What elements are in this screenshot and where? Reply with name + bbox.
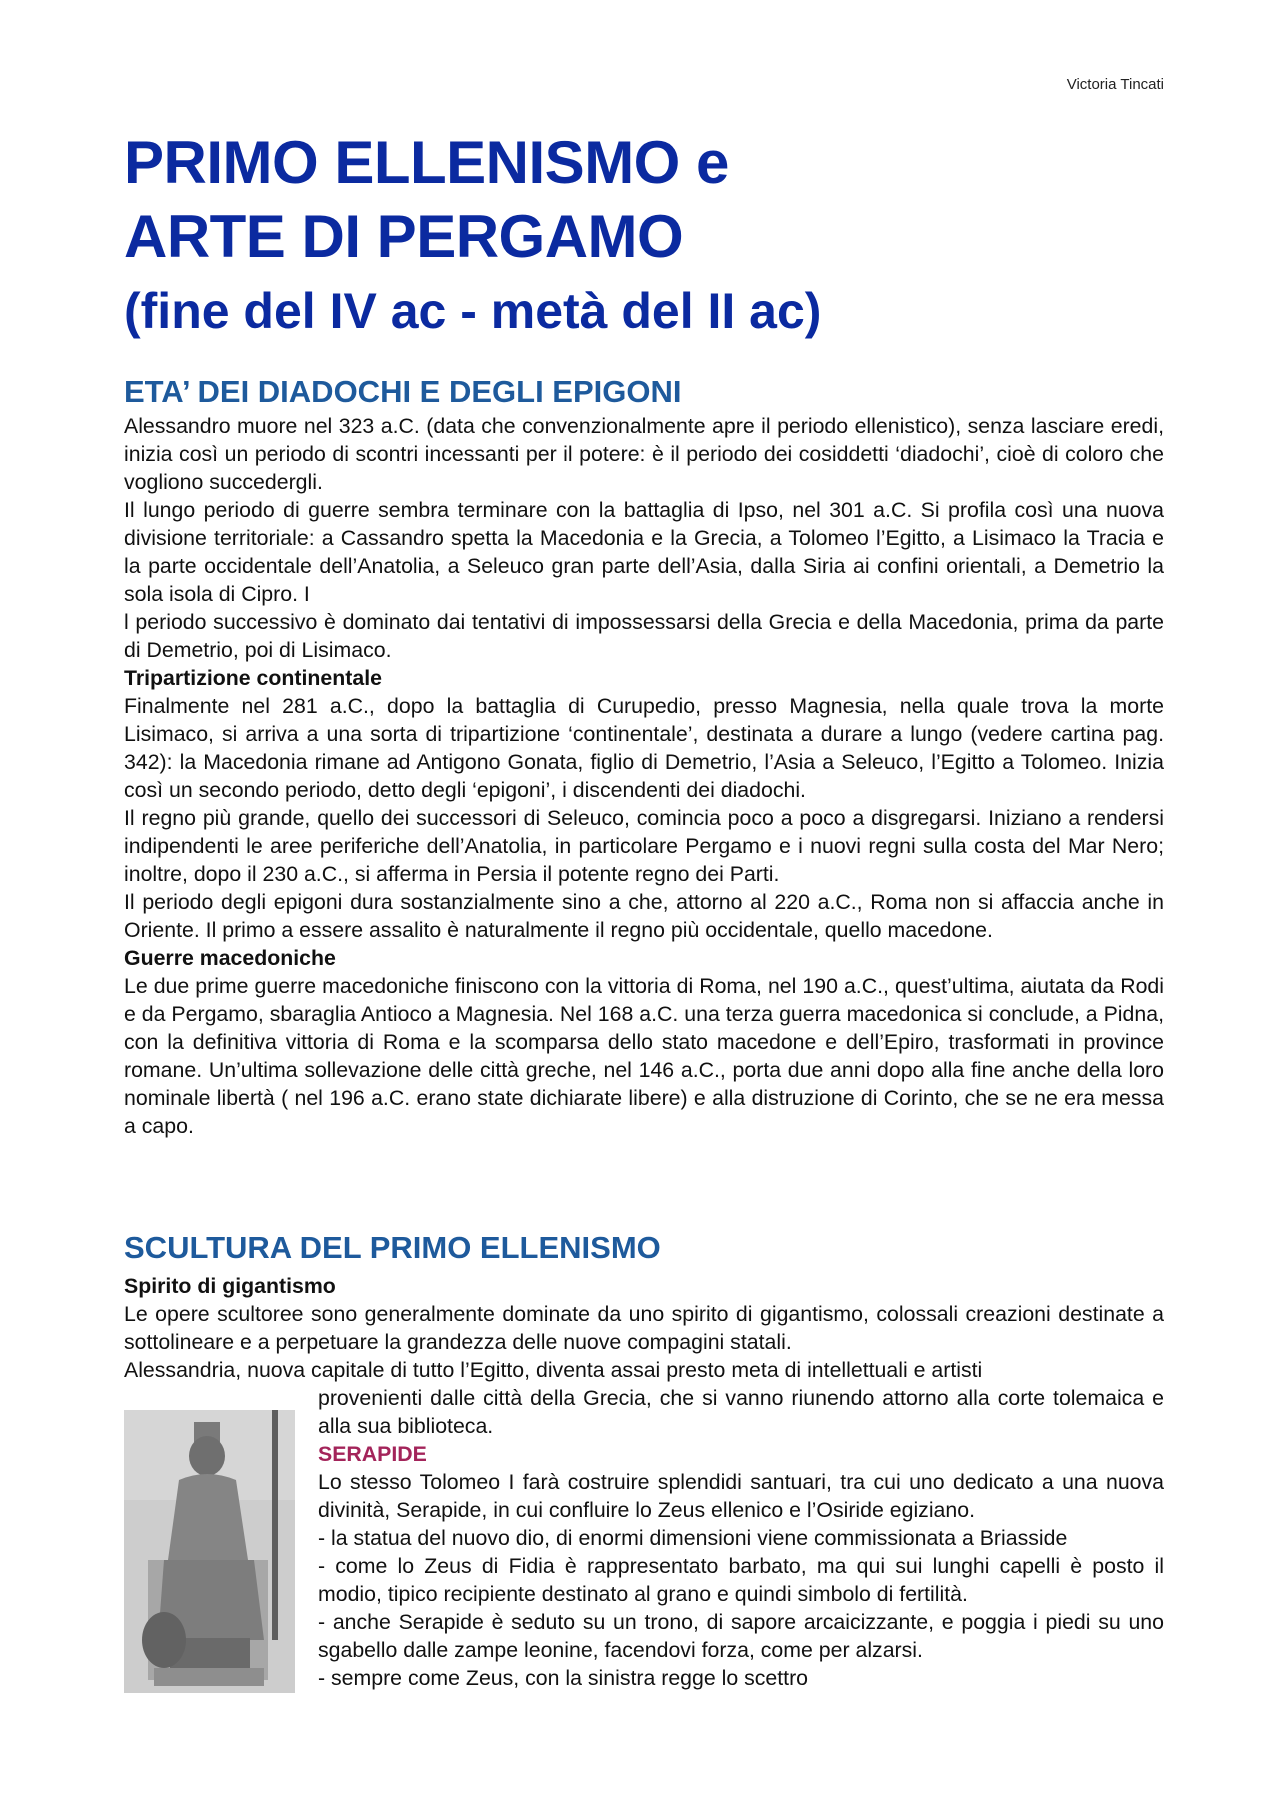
paragraph: provenienti dalle città della Grecia, che si vanno riunendo attorno alla corte tolemaica e alla sua biblioteca. [318, 1386, 1164, 1438]
bullet-item: - anche Serapide è seduto su un trono, di sapore arcaicizzante, e poggia i piedi su uno sgabello dalle zampe leonine, facendovi forza, come per alzarsi. [318, 1610, 1164, 1662]
paragraph: Il regno più grande, quello dei successori di Seleuco, comincia poco a poco a disgregarsi. Iniziano a rendersi indipendenti le aree periferiche dell’Anatolia, in particolare Pergamo e i nuovi regni sulla costa del Mar Nero; inoltre, dopo il 230 a.C., si afferma in Persia il potente regno dei Parti. [124, 806, 1164, 886]
paragraph: Finalmente nel 281 a.C., dopo la battaglia di Curupedio, presso Magnesia, nella quale trova la morte Lisimaco, si arriva a una sorta di tripartizione ‘continentale’, destinata a durare a lungo (vedere cartina pag. 342): la Macedonia rimane ad Antigono Gonata, figlio di Demetrio, l’Asia a Seleuco, l’Egitto a Tolomeo. Inizia così un secondo periodo, detto degli ‘epigoni’, i discendenti dei diadochi. [124, 694, 1164, 802]
section-scultura [124, 1228, 1164, 1384]
section-heading: ETA’ DEI DIADOCHI E DEGLI EPIGONI [124, 374, 682, 409]
author-name: Victoria Tincati [1066, 76, 1164, 93]
serapide-statue-image [124, 1410, 295, 1693]
section-diadochi [124, 372, 1164, 1140]
paragraph: Le opere scultoree sono generalmente dominate da uno spirito di gigantismo, colossali creazioni destinate a sottolineare e a perpetuare la grandezza delle nuove compagini statali. [124, 1302, 1164, 1354]
paragraph: Il periodo degli epigoni dura sostanzialmente sino a che, attorno al 220 a.C., Roma non si affaccia anche in Oriente. Il primo a essere assalito è naturalmente il regno più occidentale, quello macedone. [124, 890, 1164, 942]
title-line-1: PRIMO ELLENISMO e [124, 129, 729, 196]
serapide-text [318, 1384, 1164, 1692]
bullet-item: - come lo Zeus di Fidia è rappresentato barbato, ma qui sui lunghi capelli è posto il modio, tipico recipiente destinato al grano e quindi simbolo di fertilità. [318, 1554, 1164, 1606]
paragraph: l periodo successivo è dominato dai tentativi di impossessarsi della Grecia e della Macedonia, prima da parte di Demetrio, poi di Lisimaco. [124, 610, 1164, 662]
title-line-3: (fine del IV ac - metà del II ac) [124, 283, 822, 339]
bullet-item: - la statua del nuovo dio, di enormi dimensioni viene commissionata a Briasside [318, 1526, 1068, 1550]
paragraph: Alessandro muore nel 323 a.C. (data che convenzionalmente apre il periodo ellenistico), senza lasciare eredi, inizia così un periodo di scontri incessanti per il potere: è il periodo dei cosiddetti ‘diadochi’, cioè di coloro che vogliono succedergli. [124, 414, 1164, 494]
document-title [124, 126, 1174, 348]
subheading: Guerre macedoniche [124, 946, 336, 970]
paragraph: Lo stesso Tolomeo I farà costruire splendidi santuari, tra cui uno dedicato a una nuova divinità, Serapide, in cui confluire lo Zeus ellenico e l’Osiride egiziano. [318, 1470, 1164, 1522]
section-heading: SCULTURA DEL PRIMO ELLENISMO [124, 1230, 661, 1265]
paragraph: Le due prime guerre macedoniche finiscono con la vittoria di Roma, nel 190 a.C., quest’ultima, aiutata da Rodi e da Pergamo, sbaraglia Antioco a Magnesia. Nel 168 a.C. una terza guerra macedonica si conclude, a Pidna, con la definitiva vittoria di Roma e la scomparsa dello stato macedone e dell’Epiro, trasformati in province romane. Un’ultima sollevazione delle città greche, nel 146 a.C., porta due anni dopo alla fine anche della loro nominale libertà ( nel 196 a.C. erano state dichiarate libere) e alla distruzione di Corinto, che se ne era messa a capo. [124, 974, 1164, 1138]
subheading: Tripartizione continentale [124, 666, 382, 690]
subheading: Spirito di gigantismo [124, 1274, 336, 1298]
bullet-item: - sempre come Zeus, con la sinistra regge lo scettro [318, 1666, 809, 1690]
serapide-heading: SERAPIDE [318, 1442, 427, 1466]
paragraph: Il lungo periodo di guerre sembra terminare con la battaglia di Ipso, nel 301 a.C. Si profila così una nuova divisione territoriale: a Cassandro spetta la Macedonia e la Grecia, a Tolomeo l’Egitto, a Lisimaco la Tracia e la parte occidentale dell’Anatolia, a Seleuco gran parte dell’Asia, dalla Siria ai confini orientali, a Demetrio la sola isola di Cipro. I [124, 498, 1164, 606]
title-line-2: ARTE DI PERGAMO [124, 203, 684, 270]
paragraph: Alessandria, nuova capitale di tutto l’Egitto, diventa assai presto meta di intellettuali e artisti [124, 1358, 983, 1382]
